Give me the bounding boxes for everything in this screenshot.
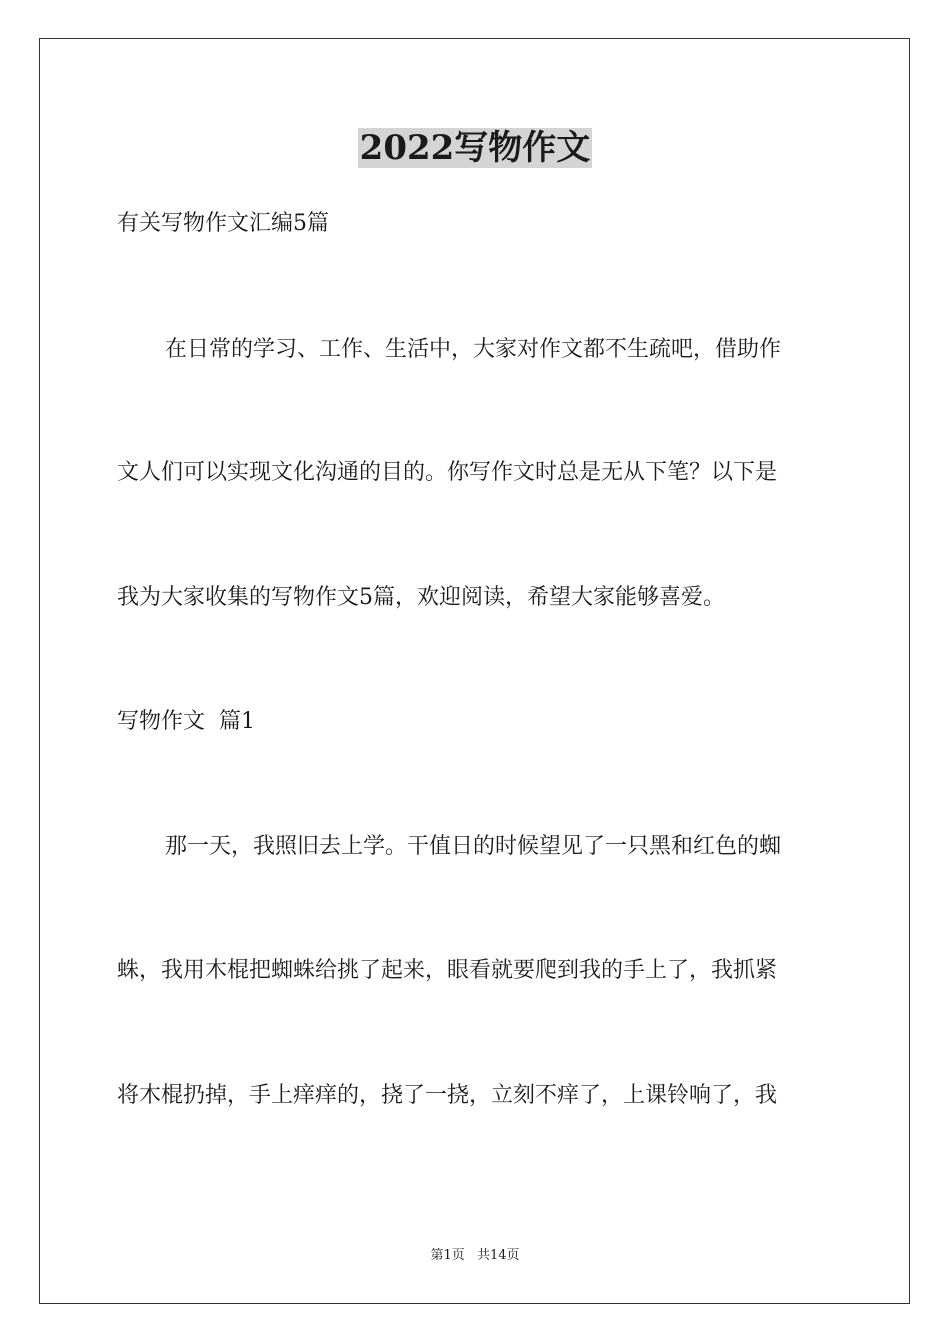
body-line-1: 那一天，我照旧去上学。干值日的时候望见了一只黑和红色的蜘	[165, 834, 782, 859]
body-line-2: 蛛，我用木棍把蜘蛛给挑了起来，眼看就要爬到我的手上了，我抓紧	[117, 958, 778, 983]
intro-line-3: 我为大家收集的写物作文5篇，欢迎阅读，希望大家能够喜爱。	[117, 585, 725, 610]
page-footer	[0, 1247, 950, 1265]
body-line-3: 将木棍扔掉，手上痒痒的，挠了一挠，立刻不痒了，上课铃响了，我	[117, 1083, 778, 1108]
document-title: 2022写物作文	[359, 128, 591, 168]
intro-line-1: 在日常的学习、工作、生活中，大家对作文都不生疏吧，借助作	[165, 337, 782, 362]
document-subtitle: 有关写物作文汇编5篇	[117, 211, 329, 236]
section-heading: 写物作文 篇1	[117, 709, 255, 734]
total-pages: 共14页	[476, 1248, 520, 1263]
page-number: 第1页	[430, 1248, 465, 1263]
intro-line-2: 文人们可以实现文化沟通的目的。你写作文时总是无从下笔？以下是	[117, 460, 778, 485]
